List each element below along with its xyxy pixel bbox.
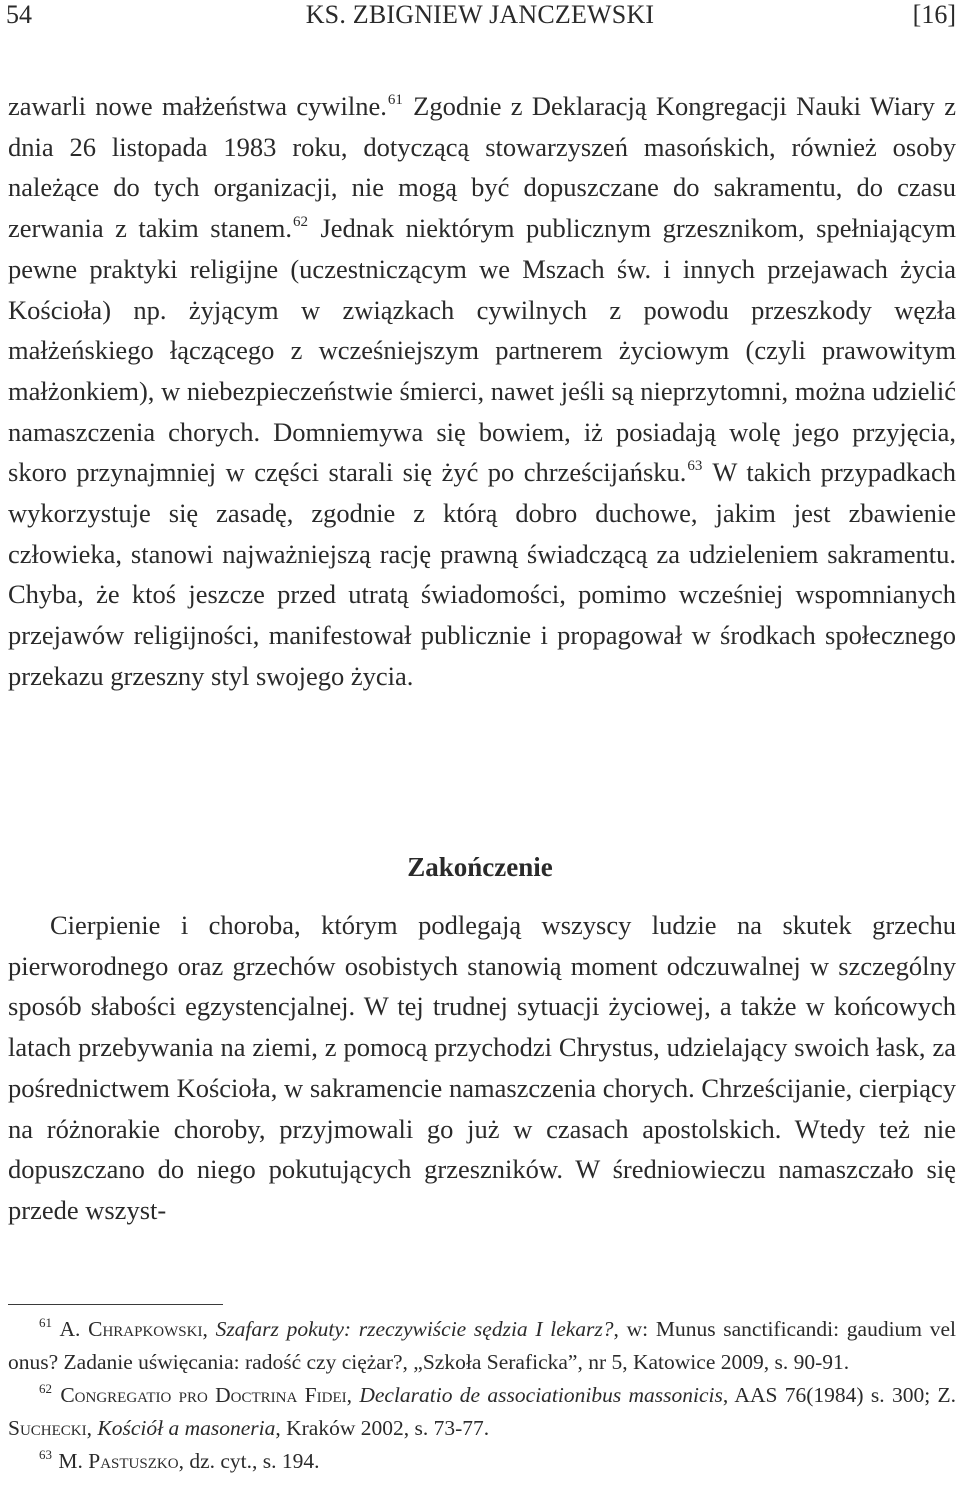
body-text: Jednak niektórym publicznym grzesznikom, spełniającym pewne praktyki religijne (uczestniczącym we Mszach św. i innych przejawach życia Kościoła) np. żyjącym w związkach cywilnych z powodu przeszkody węzła małżeńskiego łączącego z wcześniejszym partnerem życiowym (czyli prawowitym małżonkiem), w niebezpieczeństwie śmierci, nawet jeśli są nieprzytomni, można udzielić namaszczenia chorych. Domniemywa się bowiem, iż posiadają wolę jego przyjęcia, skoro przynajmniej w części starali się żyć po chrześcijańsku. bbox=[8, 213, 956, 488]
body-text: Zgodnie z Deklaracją Kongregacji Nauki Wiary z dnia 26 listopada 1983 roku, dotyczącą stowarzyszeń masońskich, również osoby należące do tych organizacji, nie mogą być dopuszczane do sakramentu, do czasu zerwania z takim stanem. bbox=[8, 91, 956, 244]
running-title: KS. ZBIGNIEW JANCZEWSKI bbox=[305, 0, 655, 29]
footnote-title: Kościół a masoneria bbox=[97, 1416, 276, 1440]
page-number: 54 bbox=[6, 0, 32, 29]
footnote-author: Congregatio pro Doctrina Fidei bbox=[60, 1383, 347, 1407]
footnote-separator bbox=[8, 1304, 223, 1305]
footnote-text: , bbox=[346, 1383, 360, 1407]
article-number: [16] bbox=[912, 0, 956, 29]
footnote-text: A. bbox=[53, 1317, 89, 1341]
footnote-number: 62 bbox=[39, 1381, 52, 1396]
footnote-text: , bbox=[86, 1416, 98, 1440]
footnote-text: , bbox=[202, 1317, 216, 1341]
body-text: Cierpienie i choroba, którym podlegają wszyscy ludzie na skutek grzechu pierworodnego oraz grzechów osobistych stanowią moment odczuwalnej w szczególny sposób słabości egzystencjalnej. W tej trudnej sytuacji życiowej, a także w końcowych latach przebywania na ziemi, z pomocą przychodzi Chrystus, udzielający swoich łask, za pośrednictwem Kościoła, w sakramencie namaszczenia chorych. Chrześcijanie, cierpiący na różnorakie choroby, przyjmowali go już w czasach apostolskich. Wtedy też nie dopuszczano do niego pokutujących grzeszników. W średniowieczu namaszczało się przede wszyst- bbox=[8, 910, 956, 1225]
body-paragraph-2 bbox=[8, 905, 956, 1231]
footnote-61 bbox=[8, 1313, 956, 1379]
section-heading: Zakończenie bbox=[407, 852, 553, 882]
footnote-author: Chrapkowski bbox=[88, 1317, 203, 1341]
body-text: W takich przypadkach wykorzystuje się zasadę, zgodnie z którą dobro duchowe, jakim jest zbawienie człowieka, stanowi najważniejszą rację prawną świadczącą za udzieleniem sakramentu. Chyba, że ktoś jeszcze przed utratą świadomości, pomimo wcześniej wspomnianych przejawów religijności, manifestował publicznie i propagował w środkach społecznego przekazu grzeszny styl swojego życia. bbox=[8, 457, 956, 691]
footnote-text: , Kraków 2002, s. 73-77. bbox=[275, 1416, 490, 1440]
footnote-title: Declaratio de associationibus massonicis bbox=[359, 1383, 723, 1407]
footnotes bbox=[8, 1313, 956, 1478]
footnote-number: 63 bbox=[39, 1447, 52, 1462]
footnote-number: 61 bbox=[39, 1315, 52, 1330]
footnote-text: M. bbox=[53, 1449, 89, 1473]
footnote-author: Pastuszko bbox=[88, 1449, 179, 1473]
footnote-ref-63: 63 bbox=[687, 458, 703, 475]
footnote-text: , dz. cyt., s. 194. bbox=[178, 1449, 320, 1473]
body-text: zawarli nowe małżeństwa cywilne. bbox=[8, 91, 387, 121]
footnote-ref-61: 61 bbox=[387, 92, 403, 108]
running-header bbox=[0, 0, 960, 40]
footnote-text: , AAS 76(1984) s. 300; Z. bbox=[722, 1383, 957, 1407]
footnote-63 bbox=[8, 1445, 956, 1478]
footnote-ref-62: 62 bbox=[292, 214, 308, 231]
footnote-title: Szafarz pokuty: rzeczywiście sędzia I lekarz? bbox=[215, 1317, 614, 1341]
footnote-62 bbox=[8, 1379, 956, 1445]
body-paragraph-1 bbox=[8, 86, 956, 697]
footnote-author: Suchecki bbox=[8, 1416, 87, 1440]
footnote-text: , w: Munus sanctificandi: gaudium vel onus? Zadanie uświęcania: radość czy ciężar?, „Szkoła Seraficka”, nr 5, Katowice 2009, s. 90-91. bbox=[8, 1317, 956, 1374]
